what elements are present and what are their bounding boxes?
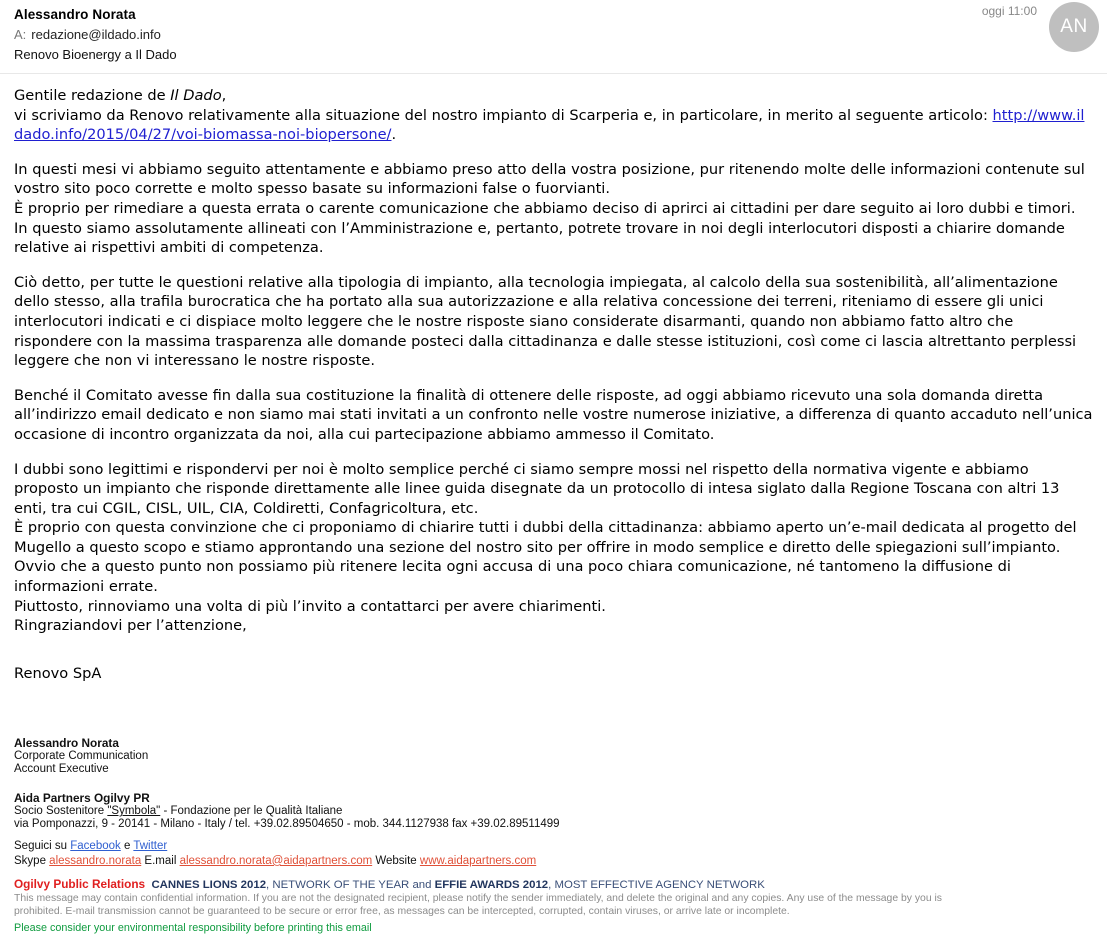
paragraph-5 — [14, 460, 1093, 636]
intro-line — [14, 106, 1093, 145]
recipient-label: A: — [14, 27, 27, 42]
website-label: Website — [372, 854, 420, 867]
skype-link[interactable]: alessandro.norata — [49, 854, 142, 867]
intro-text: vi scriviamo da Renovo relativamente alla situazione del nostro impianto di Scarperia e, in particolare, in merito al seguente articolo: — [14, 106, 993, 124]
paragraph-5-line-2: È proprio con questa convinzione che ci proponiamo di chiarire tutti i dubbi della cittadinanza: abbiamo aperto un’e-mail dedicata al progetto del Mugello a questo scopo e stiamo approntando una sezione del nostro sito per offrire in modo semplice e diretto delle spiegazioni sull’impianto. — [14, 519, 1077, 556]
email-label: E.mail — [141, 854, 180, 867]
signature-contact-row — [14, 855, 1093, 868]
facebook-link[interactable]: Facebook — [70, 840, 121, 853]
email-subject: Renovo Bioenergy a Il Dado — [14, 47, 177, 62]
signature-gap-2 — [14, 831, 1093, 840]
award-cannes-rest: , NETWORK OF THE YEAR — [266, 878, 413, 891]
paragraph-5-line-5: Ringraziandovi per l’attenzione, — [14, 617, 247, 635]
email-footer — [0, 868, 1107, 935]
signature-role-1: Corporate Communication — [14, 750, 149, 763]
paragraph-2-line-1: In questi mesi vi abbiamo seguito attentamente e abbiamo preso atto della vostra posizione, pur ritenendo molte delle informazioni contenute sul vostro sito poco corrette e molto spesso basate su informazioni false o fuorvianti. — [14, 160, 1085, 198]
paragraph-5-line-4: Piuttosto, rinnoviamo una volta di più l’invito a contattarci per avere chiarimenti. — [14, 597, 606, 615]
award-cannes-bold: CANNES LIONS 2012 — [151, 878, 267, 891]
award-effie-bold: EFFIE AWARDS 2012 — [434, 878, 549, 891]
awards-line — [14, 877, 1093, 892]
signature-role-2: Account Executive — [14, 763, 109, 776]
closing-signoff: Renovo SpA — [14, 664, 102, 682]
socio-symbola: "Symbola" — [107, 805, 161, 818]
signature-name: Alessandro Norata — [14, 736, 119, 751]
skype-label: Skype — [14, 854, 50, 867]
paragraph-greeting — [14, 86, 1093, 145]
paragraph-5-line-1: I dubbi sono legittimi e rispondervi per noi è molto semplice perché ci siamo sempre mossi nel rispetto della normativa vigente e abbiamo proposto un impianto che risponde direttamente alle linee guida disegnate da un protocollo di intesa siglato dalla Regione Toscana con altri 13 enti, tra cui CGIL, CISL, UIL, CIA, Coldiretti, Confagricoltura, etc. — [14, 460, 1060, 517]
email-timestamp: oggi 11:00 — [981, 4, 1037, 18]
paragraph-4: Benché il Comitato avesse fin dalla sua costituzione la finalità di ottenere delle risposte, ad oggi abbiamo ricevuto una sola domanda diretta all’indirizzo email dedicato e non siamo mai stati invitati a un confronto nelle vostre numerose iniziative, a differenza di quanto accaduto nell’unica occasione di incontro organizzata da noi, alla cui partecipazione abbiamo ammesso il Comitato. — [14, 386, 1093, 443]
environmental-note: Please consider your environmental responsibility before printing this email — [14, 921, 372, 934]
signature-follow-row — [14, 840, 1093, 853]
greeting-line — [14, 86, 1093, 106]
award-effie-rest: , MOST EFFECTIVE AGENCY NETWORK — [548, 878, 765, 891]
email-signature — [0, 698, 1107, 867]
twitter-link[interactable]: Twitter — [133, 840, 168, 853]
website-link[interactable]: www.aidapartners.com — [419, 854, 537, 867]
paragraph-2 — [14, 160, 1093, 258]
signature-gap-1 — [14, 776, 1093, 792]
socio-prefix: Socio Sostenitore — [14, 805, 108, 818]
greeting-text-b: , — [221, 87, 227, 104]
signature-address: via Pomponazzi, 9 - 20141 - Milano - Italy / tel. +39.02.89504650 - mob. 344.1127938 fax +39.02.89511499 — [14, 818, 560, 831]
intro-text-end: . — [391, 126, 397, 144]
follow-label: Seguici su — [14, 840, 71, 853]
recipient-address[interactable]: redazione@ildado.info — [31, 27, 161, 42]
signature-company: Aida Partners Ogilvy PR — [14, 791, 150, 806]
paragraph-3: Ciò detto, per tutte le questioni relative alla tipologia di impianto, alla tecnologia impiegata, al calcolo della sua sostenibilità, all’alimentazione dello stesso, alla trafila burocratica che ha portato alla sua autorizzazione e alla relativa concessione dei terreni, riteniamo di essere gli unici interlocutori indicati e ci dispiace molto leggere che le nostre risposte siano considerate disarmanti, quando non abbiamo fatto altro che rispondere con la massima trasparenza alle domande posteci dalla cittadinanza e dalle stesse istituzioni, così come ci lascia altrettanto perplessi leggere che non vi interessano le nostre risposte. — [14, 273, 1077, 370]
paragraph-2-line-2: È proprio per rimediare a questa errata o carente comunicazione che abbiamo deciso di aprirci ai cittadini per dare seguito ai loro dubbi e timori. In questo siamo assolutamente allineati con l’Amministrazione e, pertanto, potrete trovare in noi degli interlocutori disposti a chiarire domande relative ai rispettivi ambiti di competenza. — [14, 199, 1076, 257]
avatar-initials: AN — [1060, 16, 1088, 37]
email-link[interactable]: alessandro.norata@aidapartners.com — [179, 854, 373, 867]
paragraph-5-line-3: Ovvio che a questo punto non possiamo più ritenere lecita ogni accusa di una poco chiara comunicazione, né tantomeno la diffusione di informazioni errate. — [14, 558, 1011, 596]
socio-suffix: - Fondazione per le Qualità Italiane — [160, 805, 343, 818]
greeting-text-a: Gentile redazione de — [14, 87, 171, 104]
article-link[interactable]: http://www.ildado.info/2015/04/27/voi-biomassa-noi-biopersone/ — [14, 106, 1085, 144]
footer-gap — [14, 868, 1093, 877]
publication-name: Il Dado — [170, 87, 222, 104]
disclaimer-line-2: prohibited. E-mail transmission cannot be guaranteed to be secure or error free, as messages can be intercepted, corrupted, contain viruses, or arrive late or incomplete. — [14, 906, 790, 918]
signature-socio — [14, 805, 1093, 818]
email-body — [0, 74, 1107, 683]
follow-separator: e — [120, 840, 134, 853]
signature-spacer — [14, 698, 1093, 737]
email-header — [0, 0, 1107, 74]
recipient-row — [14, 25, 1093, 45]
ogilvy-brand: Ogilvy Public Relations — [14, 876, 146, 891]
award-conjunction: and — [412, 878, 435, 891]
avatar — [1049, 2, 1099, 52]
sender-name: Alessandro Norata — [14, 7, 136, 22]
disclaimer-line-1: This message may contain confidential information. If you are not the designated recipient, please notify the sender immediately, and delete the original and any copies. Any use of the message by you is — [14, 892, 943, 904]
